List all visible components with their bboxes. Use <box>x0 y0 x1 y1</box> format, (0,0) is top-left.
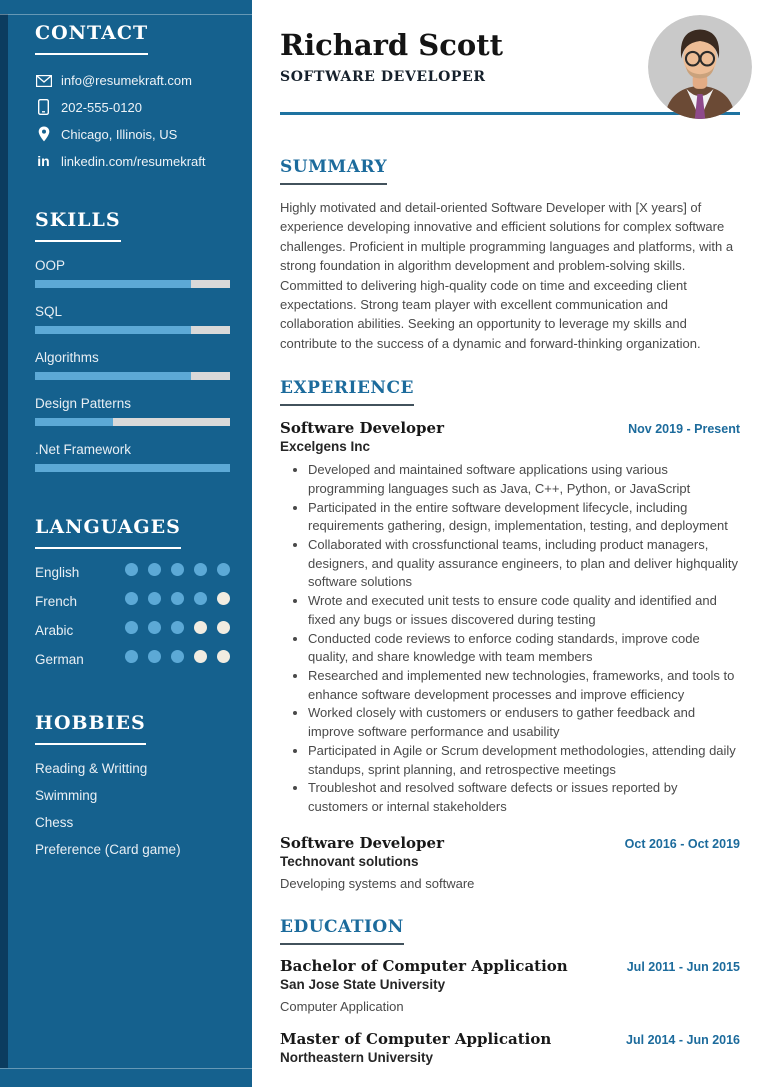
skill-label: OOP <box>35 258 66 273</box>
job-bullet-list <box>280 461 740 816</box>
summary-heading: SUMMARY <box>280 157 387 185</box>
education-header <box>280 1030 740 1048</box>
hobby-item: Swimming <box>35 788 98 803</box>
experience-section <box>280 378 740 890</box>
language-row-arabic <box>35 621 230 639</box>
education-entry-bachelor <box>280 957 740 1014</box>
hobby-item: Chess <box>35 815 74 830</box>
education-section <box>280 917 740 1065</box>
job-description: Developing systems and software <box>280 875 475 891</box>
skills-heading: SKILLS <box>35 209 121 242</box>
skill-item-design-patterns <box>35 396 230 426</box>
job-bullet: • Researched and implemented new technologies, frameworks, and tools to enhance software development processes and improve efficiency <box>308 667 740 704</box>
language-label: French <box>35 593 78 609</box>
language-row-french <box>35 592 230 610</box>
skill-item-net-framework <box>35 442 230 472</box>
job-company: Excelgens Inc <box>280 439 371 455</box>
avatar <box>648 15 752 119</box>
hobbies-section <box>35 712 230 857</box>
skill-item-algorithms <box>35 350 230 380</box>
header-divider <box>280 112 740 115</box>
education-entry-master <box>280 1030 740 1065</box>
skill-bar <box>35 326 230 334</box>
education-school: Northeastern University <box>280 1049 434 1065</box>
job-bullet: • Developed and maintained software applications using various programming languages such as Java, C++, Python, or JavaScript <box>308 461 740 498</box>
job-header <box>280 419 740 437</box>
skills-section <box>35 209 230 472</box>
summary-section <box>280 157 740 353</box>
page-break-line-bottom <box>0 1068 252 1069</box>
job-entry-technovant <box>280 834 740 891</box>
skill-label: SQL <box>35 304 63 319</box>
job-bullet: • Collaborated with crossfunctional teams, including product managers, designers, and quality assurance engineers, to plan and deliver highquality software solutions <box>308 536 740 592</box>
skill-label: Algorithms <box>35 350 99 365</box>
languages-heading: LANGUAGES <box>35 516 181 549</box>
languages-section <box>35 516 230 668</box>
job-entry-excelgens <box>280 419 740 816</box>
education-description: Computer Application <box>280 998 404 1014</box>
mail-icon <box>35 75 52 87</box>
contact-linkedin-text: linkedin.com/resumekraft <box>61 153 206 169</box>
language-row-german <box>35 650 230 668</box>
skill-bar-fill <box>35 326 191 334</box>
contact-item-linkedin <box>35 153 230 169</box>
hobbies-heading: HOBBIES <box>35 712 146 745</box>
language-level-dots <box>115 592 230 610</box>
linkedin-icon: in <box>37 153 50 169</box>
hobby-list <box>35 761 230 857</box>
education-degree: Master of Computer Application <box>280 1029 552 1048</box>
location-icon <box>35 126 52 142</box>
phone-icon <box>35 99 52 115</box>
skill-label: Design Patterns <box>35 396 132 411</box>
skill-bar-fill <box>35 464 230 472</box>
page-break-line-top <box>0 14 252 15</box>
summary-text: Highly motivated and detail-oriented Software Developer with [X years] of experience developing innovative and efficient solutions for complex software challenges. Proficient in multiple programming languages and platforms, with a strong foundation in algorithm development and problem-solving skills. Committed to delivering high-quality code on time and exceeding client expectations. Strong team player with excellent communication and collaboration abilities. Seeking an opportunity to leverage my skills and contribute to the success of a dynamic and forward-thinking organization. <box>280 200 734 351</box>
contact-phone-text: 202-555-0120 <box>61 99 142 115</box>
education-header <box>280 957 740 975</box>
job-bullet: • Conducted code reviews to enforce coding standards, improve code quality, and share knowledge with team members <box>308 630 740 667</box>
job-bullet: • Participated in the entire software development lifecycle, including requirements gathering, design, implementation, testing, and deployment <box>308 499 740 536</box>
skill-item-oop <box>35 258 230 288</box>
language-label: English <box>35 564 80 580</box>
education-degree: Bachelor of Computer Application <box>280 956 568 975</box>
person-name: Richard Scott <box>280 28 504 62</box>
contact-item-email <box>35 73 230 88</box>
skill-label: .Net Framework <box>35 442 132 457</box>
contact-item-phone <box>35 99 230 115</box>
sidebar-accent-strip <box>0 14 8 1068</box>
skill-item-sql <box>35 304 230 334</box>
job-dates: Oct 2016 - Oct 2019 <box>624 836 740 851</box>
language-label: German <box>35 651 84 667</box>
language-level-dots <box>115 563 230 581</box>
resume-main <box>252 0 768 1087</box>
job-bullet: • Worked closely with customers or endusers to gather feedback and improve software performance and usability <box>308 704 740 741</box>
job-role: Software Developer <box>280 419 444 438</box>
skill-bar <box>35 372 230 380</box>
education-heading: EDUCATION <box>280 917 404 945</box>
job-company: Technovant solutions <box>280 853 419 869</box>
job-bullet: • Participated in Agile or Scrum development methodologies, attending daily standups, sprint planning, and retrospective meetings <box>308 742 740 779</box>
contact-email-text: info@resumekraft.com <box>61 73 192 88</box>
contact-location-text: Chicago, Illinois, US <box>61 126 178 142</box>
person-job-title: SOFTWARE DEVELOPER <box>280 69 486 85</box>
language-level-dots <box>115 650 230 668</box>
education-dates: Jul 2014 - Jun 2016 <box>626 1032 740 1047</box>
language-list <box>35 563 230 668</box>
skill-bar-fill <box>35 418 113 426</box>
job-bullet: • Troubleshot and resolved software defects or issues reported by customers or internal stakeholders <box>308 779 740 816</box>
job-bullet: • Wrote and executed unit tests to ensure code quality and identified and fixed any bugs or issues discovered during testing <box>308 592 740 629</box>
skill-bar <box>35 418 230 426</box>
contact-list <box>35 73 230 169</box>
education-dates: Jul 2011 - Jun 2015 <box>626 959 740 974</box>
language-level-dots <box>115 621 230 639</box>
language-row-english <box>35 563 230 581</box>
skill-bar <box>35 280 230 288</box>
sidebar <box>0 0 252 1087</box>
skill-bar-fill <box>35 280 191 288</box>
contact-item-location <box>35 126 230 142</box>
hobby-item: Preference (Card game) <box>35 842 181 857</box>
job-dates: Nov 2019 - Present <box>628 422 740 437</box>
language-label: Arabic <box>35 622 74 638</box>
job-role: Software Developer <box>280 833 444 852</box>
contact-section <box>35 22 230 169</box>
education-school: San Jose State University <box>280 976 446 992</box>
contact-heading: CONTACT <box>35 22 148 55</box>
hobby-item: Reading & Writting <box>35 761 148 776</box>
job-header <box>280 834 740 852</box>
skill-bar <box>35 464 230 472</box>
skill-bar-fill <box>35 372 191 380</box>
experience-heading: EXPERIENCE <box>280 378 414 406</box>
